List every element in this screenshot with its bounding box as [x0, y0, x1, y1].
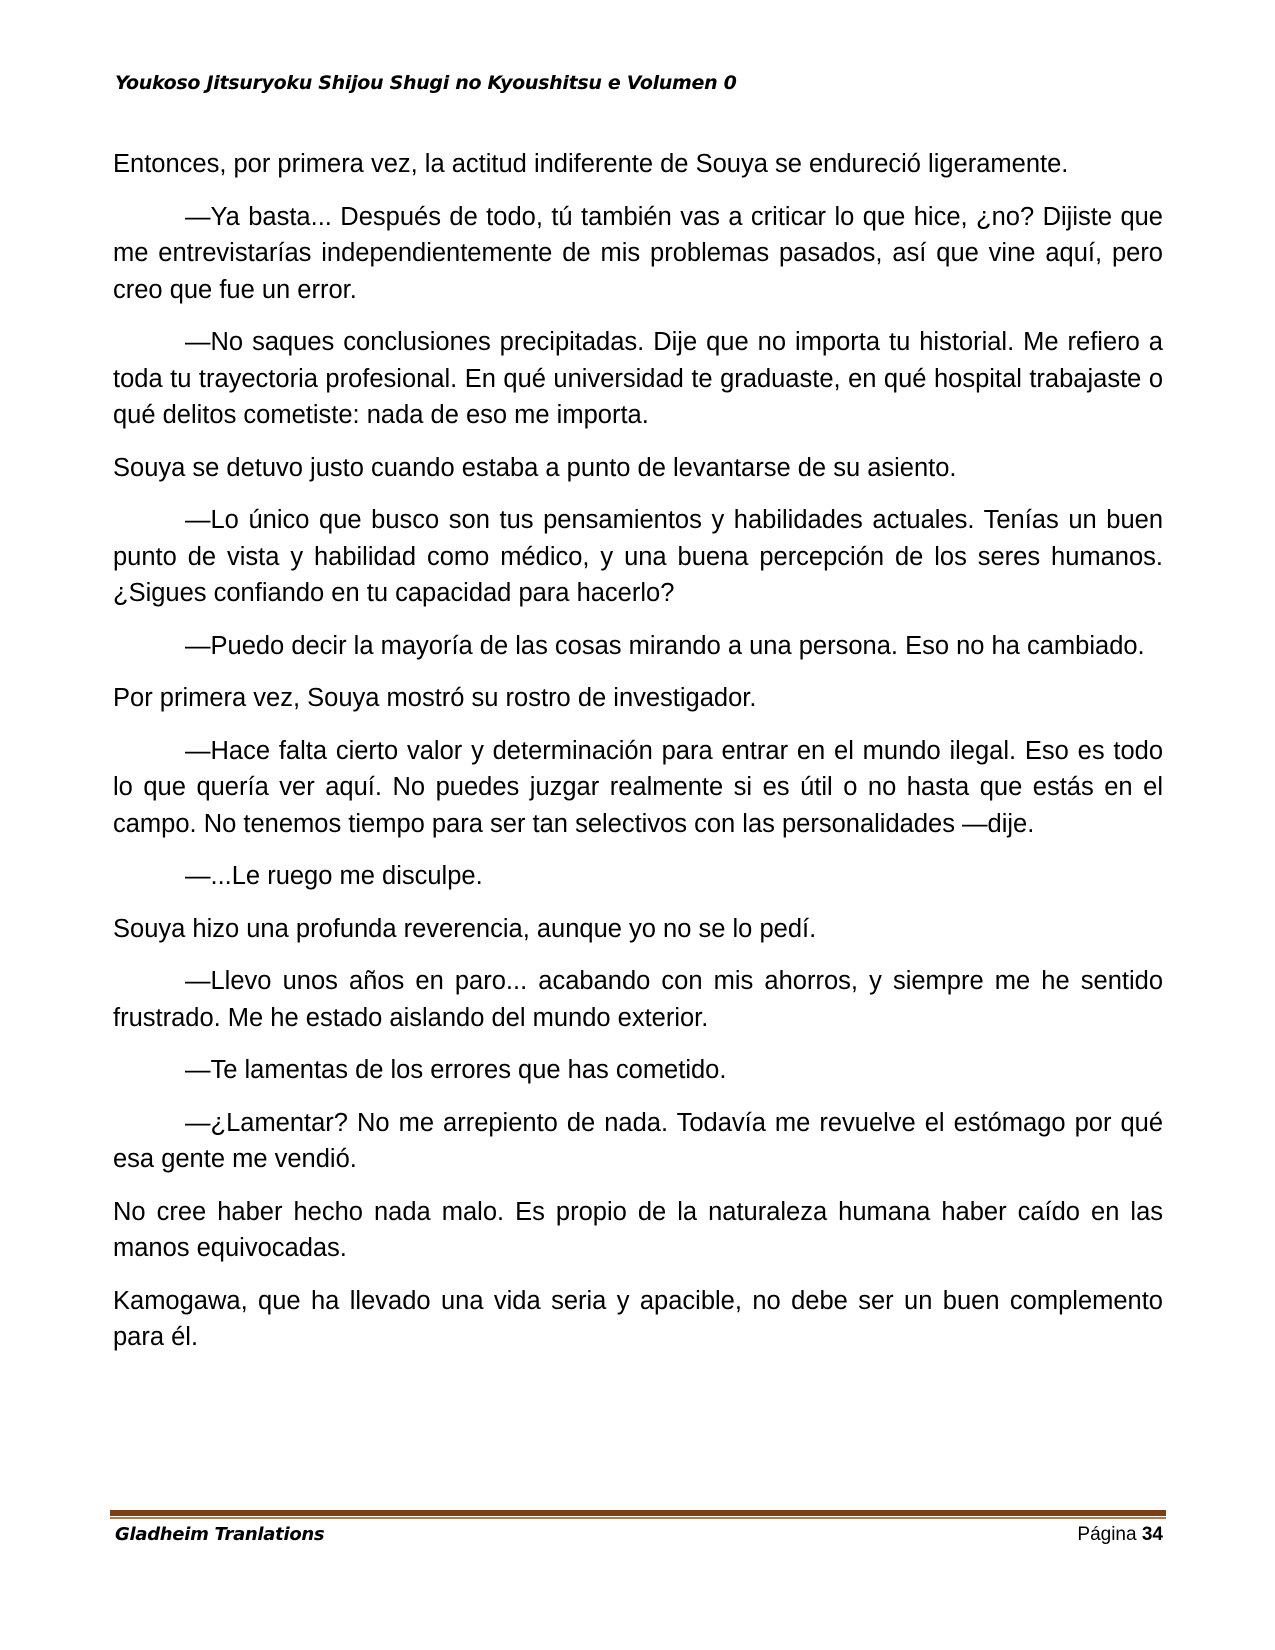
- footer-credit: Gladheim Tranlations: [115, 1524, 325, 1545]
- dialogue-paragraph: —Te lamentas de los errores que has cometido.: [185, 1056, 727, 1084]
- page-number: [1077, 1524, 1163, 1546]
- dialogue-paragraph: —Lo único que busco son tus pensamientos y habilidades actuales. Tenías un buen punto de vista y habilidad como médico, y una buena percepción de los seres humanos. ¿Sigues confiando en tu capacidad para hacerlo?: [113, 506, 1163, 607]
- body-text: [113, 146, 1163, 1372]
- footer-rule: [110, 1510, 1166, 1519]
- running-header: Youkoso Jitsuryoku Shijou Shugi no Kyoushitsu e Volumen 0: [115, 72, 737, 94]
- paragraph: Souya hizo una profunda reverencia, aunque yo no se lo pedí.: [113, 914, 817, 943]
- dialogue-paragraph: —...Le ruego me disculpe.: [185, 862, 483, 890]
- dialogue-paragraph: —Hace falta cierto valor y determinación para entrar en el mundo ilegal. Eso es todo lo que quería ver aquí. No puedes juzgar realmente si es útil o no hasta que estás en el campo. No tenemos tiempo para ser tan selectivos con las personalidades —dije.: [113, 736, 1163, 838]
- paragraph: No cree haber hecho nada malo. Es propio de la naturaleza humana haber caído en las manos equivocadas.: [113, 1197, 1163, 1262]
- page-label: Página: [1077, 1524, 1142, 1545]
- dialogue-paragraph: —Puedo decir la mayoría de las cosas mirando a una persona. Eso no ha cambiado.: [185, 631, 1145, 660]
- dialogue-paragraph: —¿Lamentar? No me arrepiento de nada. Todavía me revuelve el estómago por qué esa gente me vendió.: [113, 1108, 1163, 1173]
- paragraph: Souya se detuvo justo cuando estaba a punto de levantarse de su asiento.: [113, 453, 957, 482]
- page-number-value: 34: [1141, 1524, 1163, 1545]
- footer-rule-thin: [110, 1517, 1166, 1519]
- dialogue-paragraph: —Ya basta... Después de todo, tú también vas a criticar lo que hice, ¿no? Dijiste que me entrevistarías independientemente de mis problemas pasados, así que vine aquí, pero creo que fue un error.: [113, 202, 1163, 304]
- paragraph: Por primera vez, Souya mostró su rostro de investigador.: [113, 684, 757, 712]
- paragraph: Entonces, por primera vez, la actitud indiferente de Souya se endureció ligeramente.: [113, 150, 1069, 178]
- dialogue-paragraph: —No saques conclusiones precipitadas. Dije que no importa tu historial. Me refiero a toda tu trayectoria profesional. En qué universidad te graduaste, en qué hospital trabajaste o qué delitos cometiste: nada de eso me importa.: [113, 328, 1163, 429]
- dialogue-paragraph: —Llevo unos años en paro... acabando con mis ahorros, y siempre me he sentido frustrado. Me he estado aislando del mundo exterior.: [113, 967, 1163, 1032]
- paragraph: Kamogawa, que ha llevado una vida seria y apacible, no debe ser un buen complemento para él.: [113, 1286, 1163, 1351]
